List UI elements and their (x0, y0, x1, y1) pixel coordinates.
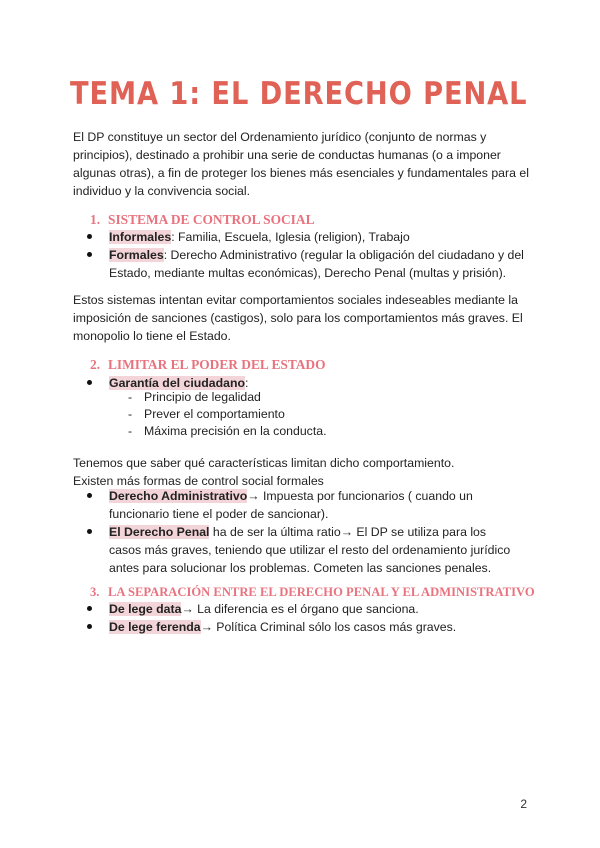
section-1-title: SISTEMA DE CONTROL SOCIAL (108, 212, 315, 227)
section-1-number: 1. (90, 212, 101, 227)
list-item (73, 487, 513, 523)
page-number: 2 (520, 797, 527, 811)
bullet-icon (87, 606, 92, 611)
item-text: ha de ser la última ratio→ El DP se utiliza para los casos más graves, teniendo que utilizar el resto del ordenamiento jurídico antes para solucionar los problemas. Cometen las sanciones penales. (109, 525, 511, 575)
term-garantia: Garantía del ciudadano (109, 376, 245, 390)
dash-icon: - (128, 407, 133, 421)
term-lege-data: De lege data (109, 602, 182, 616)
term-formales: Formales (109, 248, 164, 262)
item-text: → Política Criminal sólo los casos más graves. (200, 620, 457, 634)
list-item (73, 523, 513, 577)
term-derecho-administrativo: Derecho Administrativo (109, 489, 248, 503)
section-2-title: LIMITAR EL PODER DEL ESTADO (108, 357, 326, 372)
bullet-icon (87, 252, 92, 257)
section-2-sublist (120, 389, 540, 440)
sub-item-text: Prever el comportamiento (144, 407, 285, 421)
bullet-icon (87, 234, 92, 239)
term-derecho-penal: El Derecho Penal (109, 525, 210, 539)
item-text: : Familia, Escuela, Iglesia (religion), Trabajo (171, 230, 410, 244)
list-item (73, 246, 533, 282)
sub-item-text: Máxima precisión en la conducta. (144, 424, 327, 438)
section-1-paragraph: Estos sistemas intentan evitar comportamientos sociales indeseables mediante la imposición de sanciones (castigos), solo para los comportamientos más graves. El monopolio lo tiene el Estado. (73, 293, 523, 343)
sub-list-item (120, 423, 540, 440)
bullet-icon (87, 529, 92, 534)
intro-paragraph: El DP constituye un sector del Ordenamiento jurídico (conjunto de normas y principios), destinado a prohibir una serie de conductas humanas (o a imponer algunas otras), a fin de proteger los bienes más esenciales y fundamentales para el individuo y la convivencia social. (73, 130, 529, 198)
sub-list-item (120, 406, 540, 423)
item-text: : Derecho Administrativo (regular la obligación del ciudadano y del Estado, mediante multas económicas), Derecho Penal (multas y prisión). (109, 248, 524, 280)
term-lege-ferenda: De lege ferenda (109, 620, 201, 634)
section-2-paragraph (73, 454, 533, 490)
sub-item-text: Principio de legalidad (144, 390, 261, 404)
item-text: → La diferencia es el órgano que sanciona. (181, 602, 419, 616)
bullet-icon (87, 493, 92, 498)
section-3-list (73, 600, 533, 636)
bullet-icon (87, 624, 92, 629)
item-text: → Impuesta por funcionarios ( cuando un funcionario tiene el poder de sancionar). (109, 489, 473, 521)
paragraph-line: Tenemos que saber qué características limitan dicho comportamiento. (73, 456, 455, 470)
section-2-heading (90, 356, 560, 374)
list-item (73, 618, 533, 636)
section-1-heading (90, 211, 560, 229)
dash-icon: - (128, 424, 133, 438)
bullet-icon (87, 380, 92, 385)
section-2-list-b (73, 487, 513, 577)
list-item (73, 228, 533, 246)
paragraph-line: Existen más formas de control social formales (73, 474, 324, 488)
item-text: : (244, 376, 249, 390)
term-informales: Informales (109, 230, 172, 244)
section-1-list (73, 228, 533, 282)
section-3-heading (90, 583, 560, 601)
dash-icon: - (128, 390, 133, 404)
section-2-number: 2. (90, 357, 101, 372)
sub-list-item (120, 389, 540, 406)
list-item (73, 600, 533, 618)
section-3-title: LA SEPARACIÓN ENTRE EL DERECHO PENAL Y EL ADMINISTRATIVO (108, 585, 535, 599)
page-title: TEMA 1: EL DERECHO PENAL (70, 76, 528, 112)
section-3-number: 3. (90, 585, 100, 599)
